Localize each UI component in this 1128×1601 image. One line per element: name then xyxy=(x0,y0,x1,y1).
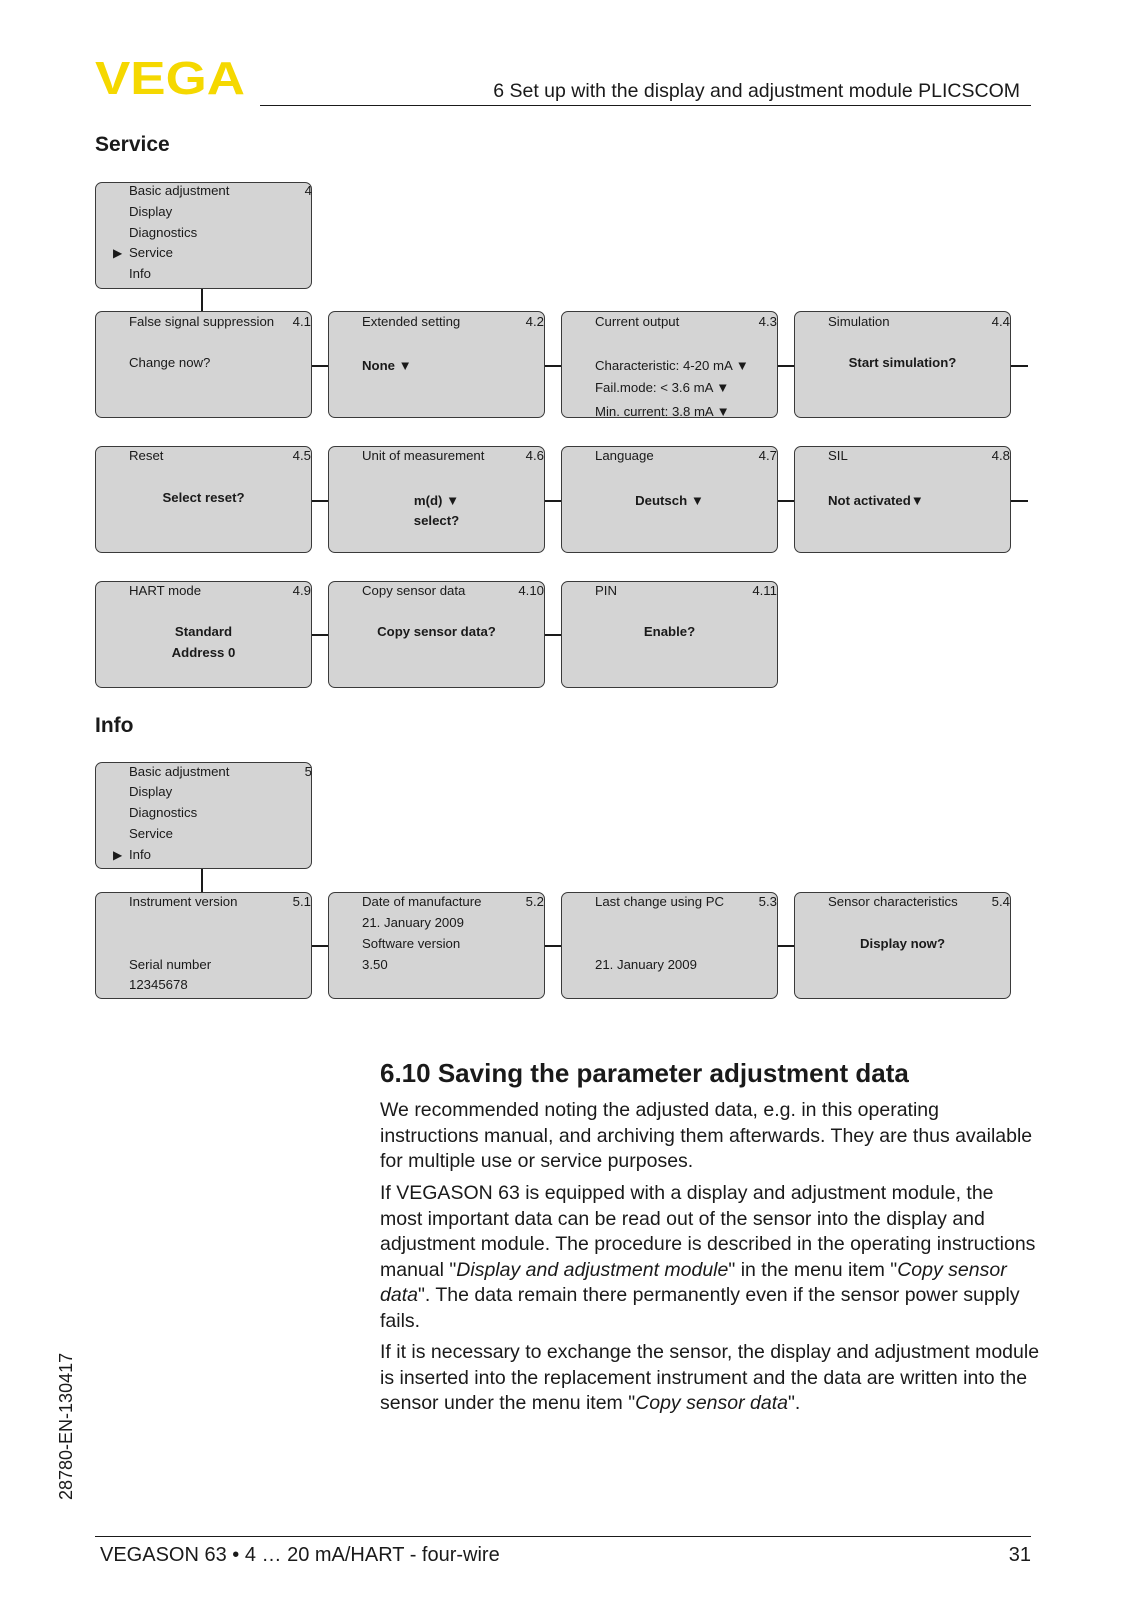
document-code: 28780-EN-130417 xyxy=(56,1352,76,1500)
box-number: 4.6 xyxy=(525,448,544,463)
paragraph-text: ". xyxy=(787,1392,801,1414)
menu-box-5-2 xyxy=(328,892,545,999)
connector-line xyxy=(545,634,561,636)
box-title: Date of manufacture xyxy=(362,894,482,909)
box-title: PIN xyxy=(595,583,617,598)
header-rule xyxy=(260,105,1031,106)
menu-item: Display xyxy=(129,204,173,219)
italic-reference: Copy sensor data xyxy=(635,1392,788,1414)
connector-line xyxy=(312,500,328,502)
menu-item: Display xyxy=(129,784,173,799)
connector-line xyxy=(312,365,328,367)
box-text: Serial number xyxy=(129,957,212,972)
selection-pointer-icon: ▶ xyxy=(113,246,123,260)
connector-line xyxy=(545,500,561,502)
box-text: Software version xyxy=(362,936,461,951)
box-text: Change now? xyxy=(129,355,211,370)
footer-rule xyxy=(95,1536,1031,1537)
box-text: 21. January 2009 xyxy=(362,915,464,930)
connector-line xyxy=(778,945,794,947)
box-value: Select reset? xyxy=(162,490,245,505)
box-number: 4.5 xyxy=(292,448,311,463)
box-number: 4.9 xyxy=(292,583,311,598)
box-title: Simulation xyxy=(828,314,890,329)
box-title: Unit of measurement xyxy=(362,448,485,463)
menu-box-4-4 xyxy=(794,311,1011,418)
paragraph xyxy=(380,1181,1040,1334)
box-title: False signal suppression xyxy=(129,314,275,329)
box-title: Last change using PC xyxy=(595,894,725,909)
paragraph xyxy=(380,1098,1040,1175)
menu-box-4-11 xyxy=(561,581,778,688)
box-title: Language xyxy=(595,448,654,463)
menu-box-4-2 xyxy=(328,311,545,418)
italic-reference: Display and adjustment module xyxy=(456,1258,729,1281)
connector-line xyxy=(1011,500,1028,502)
box-value: None ▼ xyxy=(362,358,412,373)
box-number: 4.7 xyxy=(758,448,777,463)
menu-item: Info xyxy=(129,266,151,281)
box-value: Not activated▼ xyxy=(828,493,924,508)
menu-box-4-9 xyxy=(95,581,312,688)
connector-line xyxy=(778,500,794,502)
menu-box-5-1 xyxy=(95,892,312,999)
box-text: 21. January 2009 xyxy=(595,957,697,972)
menu-box-4-8 xyxy=(794,446,1011,553)
menu-box-5-3 xyxy=(561,892,778,999)
box-value: Standard xyxy=(174,624,233,639)
menu-item: Basic adjustment xyxy=(129,183,230,198)
connector-line xyxy=(1011,365,1028,367)
menu-box-4-6 xyxy=(328,446,545,553)
menu-item-selected: Service xyxy=(129,245,173,260)
menu-number: 4 xyxy=(304,183,312,198)
italic-reference: Copy sensor data xyxy=(380,1258,1007,1306)
box-title: Sensor characteristics xyxy=(828,894,958,909)
paragraph xyxy=(380,1340,1040,1417)
box-number: 4.8 xyxy=(991,448,1010,463)
connector-line xyxy=(201,869,203,892)
connector-line xyxy=(312,634,328,636)
paragraph-text: If VEGASON 63 is equipped with a display and adjustment module, the most important data can be read out of the sensor into the display and adjustment module. The procedure is described in the operating instructions manual " xyxy=(380,1182,1036,1281)
box-number: 4.11 xyxy=(752,583,777,598)
box-text: Fail.mode: < 3.6 mA ▼ xyxy=(595,380,730,395)
box-value: Deutsch ▼ xyxy=(635,493,704,508)
box-text: 12345678 xyxy=(129,977,188,992)
box-number: 4.1 xyxy=(292,314,311,329)
box-value: Display now? xyxy=(860,936,945,951)
selection-pointer-icon: ▶ xyxy=(113,848,123,862)
paragraph-text: We recommended noting the adjusted data, e.g. in this operating instructions manual, and archiving them afterwards. They are thus available for multiple use or service purposes. xyxy=(380,1099,1033,1172)
menu-box-4-1 xyxy=(95,311,312,418)
box-number: 5.4 xyxy=(991,894,1010,909)
vega-logo xyxy=(95,58,247,98)
box-title: SIL xyxy=(828,448,848,463)
box-title: Current output xyxy=(595,314,680,329)
service-heading: Service xyxy=(95,133,170,156)
box-title: Extended setting xyxy=(362,314,461,329)
box-number: 4.10 xyxy=(518,583,544,598)
box-title: Reset xyxy=(129,448,164,463)
menu-box-4-3 xyxy=(561,311,778,418)
connector-line xyxy=(545,365,561,367)
box-text: 3.50 xyxy=(362,957,388,972)
box-value: Address 0 xyxy=(171,645,236,660)
svg-text:VEGA: VEGA xyxy=(95,58,245,98)
box-number: 4.4 xyxy=(991,314,1010,329)
menu-box-4-5 xyxy=(95,446,312,553)
connector-line xyxy=(201,289,203,311)
paragraph-text: ". The data remain there permanently even if the sensor power supply fails. xyxy=(380,1284,1020,1332)
box-number: 5.3 xyxy=(758,894,777,909)
menu-item-selected: Info xyxy=(129,847,151,862)
service-main-menu xyxy=(95,182,312,289)
menu-number: 5 xyxy=(304,764,312,779)
box-number: 5.2 xyxy=(525,894,544,909)
connector-line xyxy=(778,365,794,367)
header-title: 6 Set up with the display and adjustment module PLICSCOM xyxy=(493,80,1020,102)
connector-line xyxy=(545,945,561,947)
box-value: Copy sensor data? xyxy=(377,624,496,639)
box-text: Min. current: 3.8 mA ▼ xyxy=(595,404,730,419)
info-heading: Info xyxy=(95,714,134,737)
box-text: Characteristic: 4-20 mA ▼ xyxy=(595,358,749,373)
paragraph-text: If it is necessary to exchange the sensor, the display and adjustment module is inserted into the replacement instrument and the data are written into the sensor under the menu item " xyxy=(380,1341,1040,1414)
box-number: 5.1 xyxy=(292,894,311,909)
info-main-menu xyxy=(95,762,312,869)
menu-box-4-10 xyxy=(328,581,545,688)
box-value: Start simulation? xyxy=(848,355,957,370)
box-value: select? xyxy=(413,513,460,528)
menu-item: Diagnostics xyxy=(129,805,198,820)
section-heading: 6.10 Saving the parameter adjustment data xyxy=(380,1058,909,1088)
box-title: Instrument version xyxy=(129,894,238,909)
box-number: 4.2 xyxy=(525,314,544,329)
box-value: Enable? xyxy=(643,624,696,639)
box-number: 4.3 xyxy=(758,314,777,329)
footer-product: VEGASON 63 • 4 … 20 mA/HART - four-wire xyxy=(100,1544,500,1566)
connector-line xyxy=(312,945,328,947)
menu-item: Basic adjustment xyxy=(129,764,230,779)
box-title: HART mode xyxy=(129,583,202,598)
menu-box-4-7 xyxy=(561,446,778,553)
paragraph-text: " in the menu item " xyxy=(728,1258,898,1281)
box-value: m(d) ▼ xyxy=(413,493,460,508)
menu-item: Diagnostics xyxy=(129,225,198,240)
menu-box-5-4 xyxy=(794,892,1011,999)
page-number: 31 xyxy=(1008,1544,1031,1566)
box-title: Copy sensor data xyxy=(362,583,466,598)
menu-item: Service xyxy=(129,826,173,841)
